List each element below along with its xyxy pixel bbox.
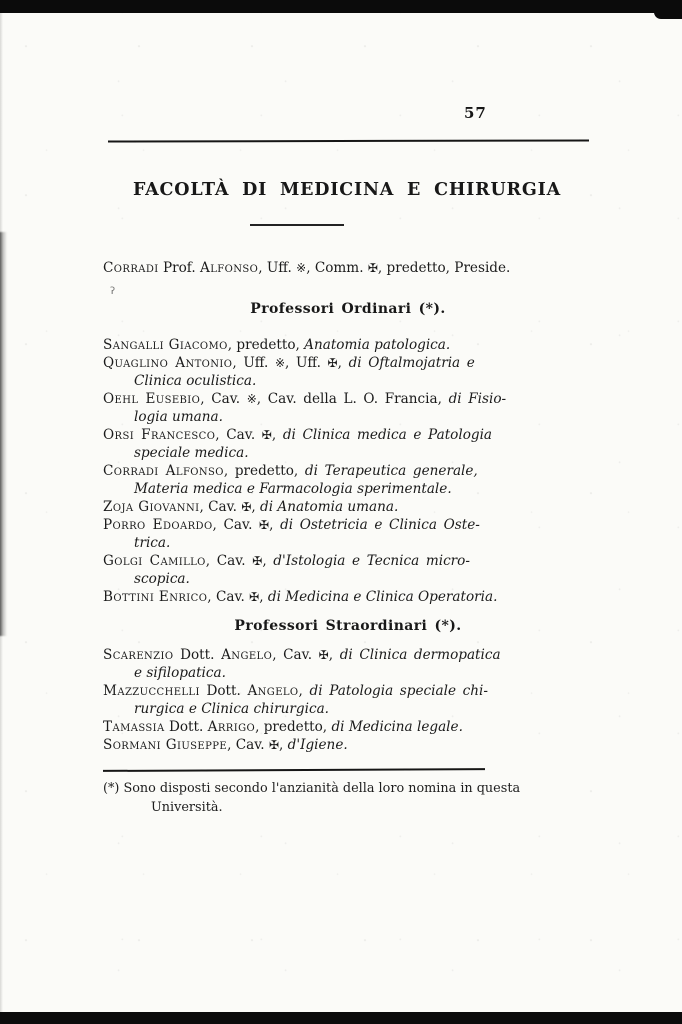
text-segment: Orsi Francesco	[103, 427, 216, 443]
professor-entry	[103, 462, 597, 498]
text-segment: di Clinica medica e Patologia	[282, 427, 493, 443]
entry-line	[103, 408, 597, 426]
professor-entry	[103, 552, 597, 588]
text-segment: Porro Edoardo	[103, 517, 213, 533]
text-segment: Corradi	[103, 260, 159, 276]
preside-line	[103, 259, 600, 277]
text-segment: ,	[279, 737, 288, 753]
decoration-symbol: ✠	[318, 648, 329, 662]
text-segment: di Anatomia umana.	[260, 499, 399, 515]
text-segment: , Cav. della L. O. Francia,	[256, 391, 449, 407]
entry-line	[103, 552, 597, 570]
text-segment: Angelo	[221, 647, 273, 663]
professor-entry	[103, 390, 597, 426]
text-segment: Clinica oculistica.	[134, 373, 257, 389]
entry-line	[103, 444, 597, 462]
decoration-symbol: ✠	[261, 428, 272, 442]
text-segment: di Medicina legale.	[331, 719, 463, 735]
text-segment: Sormani Giuseppe	[103, 737, 228, 753]
scan-band-bottom	[0, 1012, 682, 1024]
text-segment: Alfonso	[200, 260, 259, 276]
text-segment: , Cav.	[215, 427, 262, 443]
professor-entry	[103, 498, 597, 516]
text-segment: scopica.	[134, 571, 190, 587]
decoration-symbol: ✠	[252, 554, 263, 568]
text-segment: Dott.	[173, 647, 222, 663]
text-segment: , predetto,	[255, 719, 332, 735]
professor-list-ordinari	[103, 336, 597, 606]
entry-line	[103, 390, 597, 408]
text-segment: Materia medica e Farmacologia sperimentale.	[134, 481, 452, 497]
text-segment: di Ostetricia e Clinica Oste-	[280, 517, 480, 533]
text-segment: e sifilopatica.	[134, 665, 226, 681]
decoration-symbol: ✠	[268, 738, 279, 752]
text-segment: , Uff.	[285, 355, 328, 371]
entry-line	[103, 426, 597, 444]
text-segment: Corradi Alfonso	[103, 463, 224, 479]
entry-line	[103, 462, 597, 480]
decoration-symbol: ※	[274, 356, 285, 370]
ink-speck-artifact: ʔ	[110, 286, 116, 297]
text-segment: trica.	[134, 535, 171, 551]
text-segment: Zoja Giovanni	[103, 499, 200, 515]
professor-entry	[103, 336, 597, 354]
text-segment: Prof.	[158, 260, 200, 276]
professor-list-straordinari	[103, 646, 597, 754]
text-segment: Golgi Camillo	[103, 553, 206, 569]
professor-entry	[103, 588, 597, 606]
professor-entry	[103, 646, 597, 682]
text-segment: , Uff.	[232, 355, 275, 371]
decoration-symbol: ✠	[249, 590, 260, 604]
text-segment: , Cav.	[272, 647, 319, 663]
text-segment: di Fisio-	[448, 391, 507, 407]
text-segment: d'Istologia e Tecnica micro-	[273, 553, 470, 569]
text-segment: ,	[328, 647, 340, 663]
text-segment: Sangalli Giacomo	[103, 337, 228, 353]
decoration-symbol: ✠	[327, 356, 338, 370]
decoration-symbol: ✠	[367, 261, 378, 275]
footnote	[103, 780, 578, 817]
entry-line	[103, 570, 597, 588]
text-segment: , Uff.	[258, 260, 297, 276]
header-divider-rule	[108, 139, 589, 142]
section-heading-straordinari: Professori Straordinari (*).	[234, 618, 462, 634]
text-segment: Anatomia patologica.	[304, 337, 451, 353]
faculty-title: FACOLTÀ DI MEDICINA E CHIRURGIA	[132, 180, 561, 200]
text-segment: ,	[337, 355, 349, 371]
decoration-symbol: ※	[296, 261, 307, 275]
entry-line	[103, 646, 597, 664]
text-segment: ,	[262, 553, 274, 569]
text-segment: di Patologia speciale chi-	[309, 683, 488, 699]
text-segment: Scarenzio	[103, 647, 174, 663]
professor-entry	[103, 736, 597, 754]
text-segment: Tamassia	[103, 719, 165, 735]
text-segment: di Medicina e Clinica Operatoria.	[267, 589, 498, 605]
text-segment: , Cav.	[212, 517, 260, 533]
text-segment: , predetto, Preside.	[377, 260, 511, 276]
entry-line	[103, 480, 597, 498]
professor-entry	[103, 426, 597, 462]
footnote-divider-rule	[103, 768, 485, 772]
text-segment: di Oftalmojatria e	[348, 355, 475, 371]
text-segment: di Clinica dermopatica	[339, 647, 501, 663]
text-segment: , Comm.	[306, 260, 368, 276]
entry-line	[103, 534, 597, 552]
text-segment: , Cav.	[207, 589, 250, 605]
text-segment: , Cav.	[227, 737, 269, 753]
entry-line	[103, 498, 597, 516]
text-segment: Mazzucchelli	[103, 683, 200, 699]
binding-shadow	[0, 232, 7, 636]
decoration-symbol: ※	[246, 392, 257, 406]
entry-line	[103, 664, 597, 682]
page-number: 57	[464, 104, 487, 122]
text-segment: d'Igiene.	[287, 737, 348, 753]
entry-line	[103, 372, 597, 390]
text-segment: Angelo	[247, 683, 299, 699]
professor-entry	[103, 718, 597, 736]
scan-band-top	[0, 0, 682, 13]
text-segment: , predetto,	[227, 337, 305, 353]
scan-corner-blob	[654, 0, 682, 19]
text-segment: ,	[251, 499, 261, 515]
text-segment: logia umana.	[134, 409, 223, 425]
text-segment: ,	[271, 427, 283, 443]
text-segment: di Terapeutica generale,	[304, 463, 478, 479]
text-segment: Arrigo	[207, 719, 256, 735]
text-segment: Oehl Eusebio	[103, 391, 201, 407]
professor-entry	[103, 682, 597, 718]
decoration-symbol: ✠	[259, 518, 270, 532]
text-segment: ,	[298, 683, 310, 699]
decoration-symbol: ✠	[241, 500, 252, 514]
professor-entry	[103, 516, 597, 552]
text-segment: , Cav.	[205, 553, 253, 569]
entry-line	[103, 736, 597, 754]
entry-line	[103, 588, 597, 606]
text-segment: Quaglino Antonio	[103, 355, 233, 371]
entry-line	[103, 354, 597, 372]
text-segment: , Cav.	[200, 391, 247, 407]
title-divider-rule	[250, 224, 344, 226]
footnote-line: Università.	[151, 799, 223, 815]
entry-line	[103, 336, 597, 354]
text-segment: Bottini Enrico	[103, 589, 208, 605]
text-segment: Dott.	[164, 719, 208, 735]
text-segment: speciale medica.	[134, 445, 249, 461]
text-segment: ,	[259, 589, 268, 605]
text-segment: , Cav.	[199, 499, 242, 515]
professor-entry	[103, 354, 597, 390]
entry-line	[103, 700, 597, 718]
section-heading-ordinari: Professori Ordinari (*).	[250, 301, 446, 317]
text-segment: , predetto,	[223, 463, 305, 479]
entry-line	[103, 682, 597, 700]
text-segment: Dott.	[199, 683, 248, 699]
entry-line	[103, 516, 597, 534]
footnote-line: (*) Sono disposti secondo l'anzianità della loro nomina in questa	[103, 781, 521, 796]
text-segment: rurgica e Clinica chirurgica.	[134, 701, 329, 717]
entry-line	[103, 718, 597, 736]
text-segment: ,	[269, 517, 281, 533]
